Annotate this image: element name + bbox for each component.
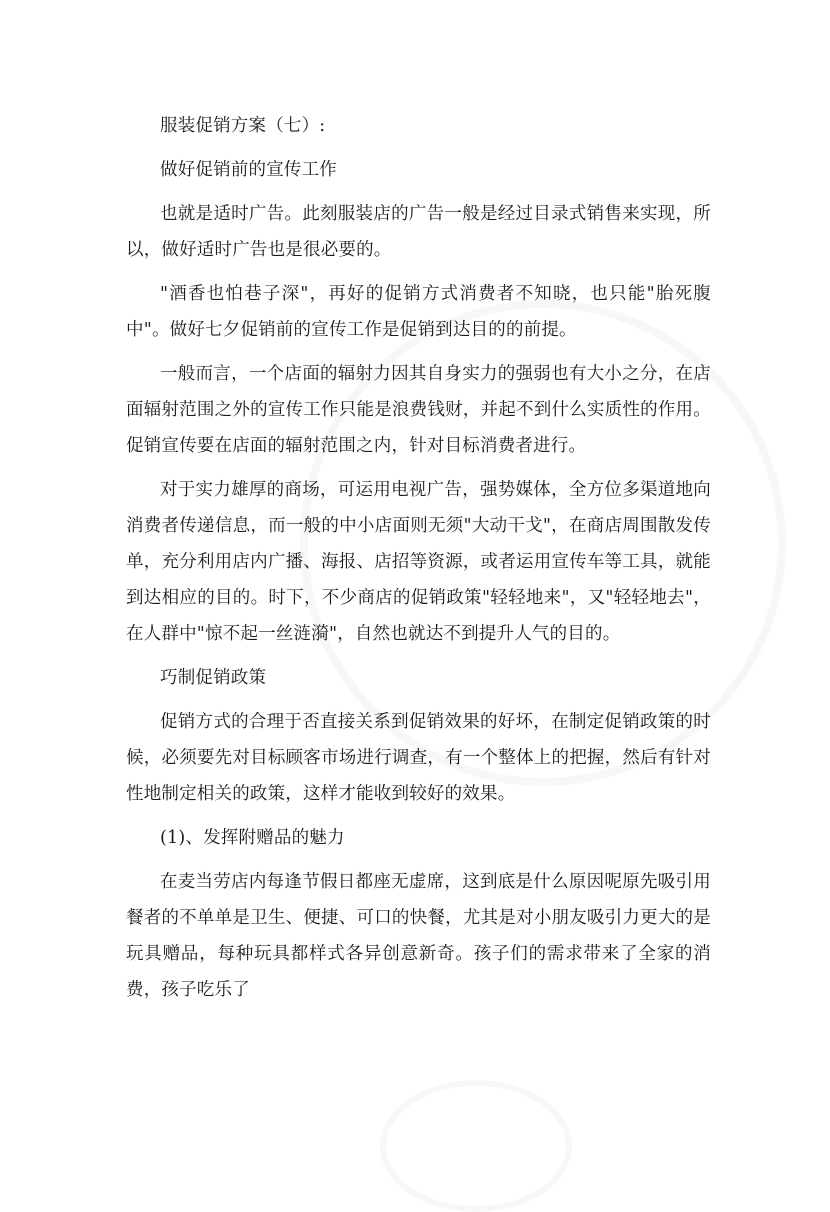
paragraph-large-mall: 对于实力雄厚的商场，可运用电视广告，强势媒体，全方位多渠道地向消费者传递信息，而一般的中小店面则无须"大动干戈"，在商店周围散发传单，充分利用店内广播、海报、店招等资源，或者运用宣传车等工具，就能到达相应的目的。时下，不少商店的促销政策"轻轻地来"，又"轻轻地去"，在人群中"惊不起一丝涟漪"，自然也就达不到提升人气的目的。 xyxy=(126,480,711,644)
paragraph-timely-ads: 也就是适时广告。此刻服装店的广告一般是经过目录式销售来实现，所以，做好适时广告也是很必要的。 xyxy=(126,204,711,260)
heading-plan-title: 服装促销方案（七）: xyxy=(160,116,326,136)
paragraph-store-radius: 一般而言，一个店面的辐射力因其自身实力的强弱也有大小之分，在店面辐射范围之外的宣传工作只能是浪费钱财，并起不到什么实质性的作用。促销宣传要在店面的辐射范围之内，针对目标消费者进行。 xyxy=(126,364,711,456)
heading-promotion-policy: 巧制促销政策 xyxy=(160,668,267,688)
paragraph-wine-alley: "酒香也怕巷子深"，再好的促销方式消费者不知晓，也只能"胎死腹中"。做好七夕促销前的宣传工作是促销到达目的的前提。 xyxy=(126,284,711,340)
heading-gift-charm: (1)、发挥附赠品的魅力 xyxy=(160,828,345,848)
paragraph-mcdonalds: 在麦当劳店内每逢节假日都座无虚席，这到底是什么原因呢原先吸引用餐者的不单单是卫生、便捷、可口的快餐，尤其是对小朋友吸引力更大的是玩具赠品，每种玩具都样式各异创意新奇。孩子们的需求带来了全家的消费，孩子吃乐了 xyxy=(126,872,711,1000)
heading-promotion-publicity: 做好促销前的宣传工作 xyxy=(160,160,337,180)
document-body xyxy=(126,108,711,1016)
paragraph-policy-method: 促销方式的合理于否直接关系到促销效果的好坏，在制定促销政策的时候，必须要先对目标顾客市场进行调查，有一个整体上的把握，然后有针对性地制定相关的政策，这样才能收到较好的效果。 xyxy=(126,712,711,804)
watermark-stamp xyxy=(380,1080,572,1212)
